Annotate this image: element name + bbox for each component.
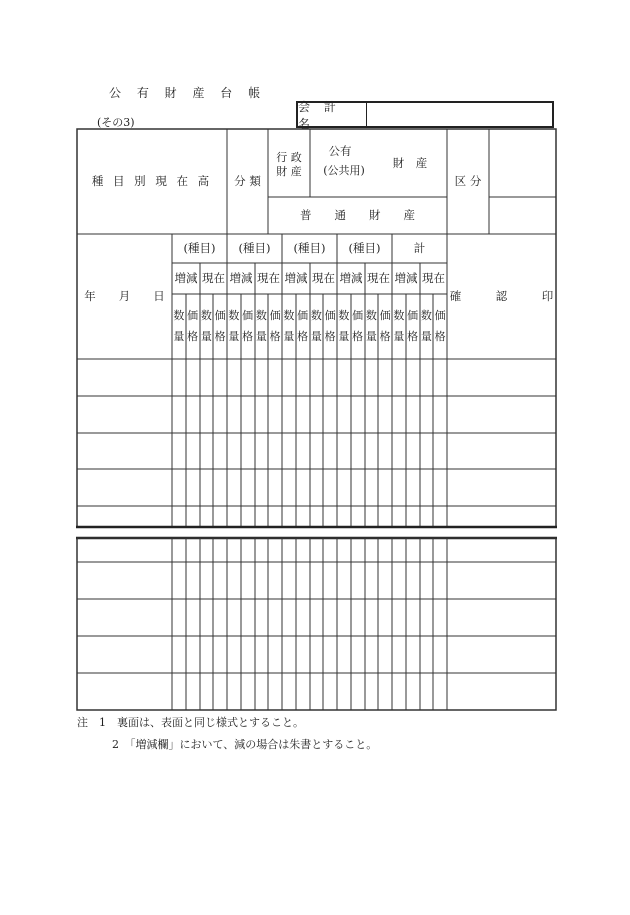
note-2: 2 「増減欄」において、減の場合は朱書とすること。	[112, 738, 378, 751]
qty-label-5-1: 数量	[393, 309, 405, 343]
classification-label: 分 類	[234, 174, 261, 189]
admin-property-label: 行 政 財 産	[276, 151, 302, 178]
price-label-5-4: 価格	[434, 309, 446, 343]
confirm-stamp-label: 確 認 印	[449, 289, 554, 304]
qty-label-3-1: 数量	[283, 309, 295, 343]
price-label-3-2: 価格	[297, 309, 309, 343]
current-label-1: 現在	[202, 271, 225, 286]
qty-label-3-3: 数量	[310, 309, 322, 343]
group-header-3: (種目)	[293, 241, 326, 256]
lower-table-frame	[77, 538, 556, 710]
property-label: 財 産	[392, 155, 428, 170]
change-label-2: 増減	[229, 271, 253, 286]
qty-label-4-1: 数量	[338, 309, 350, 343]
account-name-label: 会 計 名	[298, 99, 341, 131]
qty-label-2-1: 数量	[228, 309, 240, 343]
qty-label-4-3: 数量	[365, 309, 377, 343]
price-label-2-4: 価格	[269, 309, 281, 343]
current-label-3: 現在	[312, 271, 335, 286]
current-label-2: 現在	[257, 271, 280, 286]
price-label-5-2: 価格	[407, 309, 419, 343]
ledger-title: 公 有 財 産 台 帳	[109, 86, 267, 100]
group-header-5: 計	[413, 241, 426, 256]
group-header-4: (種目)	[348, 241, 381, 256]
date-label: 年 月 日	[84, 289, 165, 304]
qty-label-2-3: 数量	[255, 309, 267, 343]
current-label-5: 現在	[422, 271, 445, 286]
current-by-type-label: 種 目 別 現 在 高	[91, 174, 213, 189]
change-label-4: 増減	[339, 271, 363, 286]
change-label-3: 増減	[284, 271, 308, 286]
price-label-2-2: 価格	[242, 309, 254, 343]
price-label-4-4: 価格	[379, 309, 391, 343]
price-label-1-4: 価格	[214, 309, 226, 343]
qty-label-1-3: 数量	[200, 309, 212, 343]
public-label: 公有	[328, 143, 352, 158]
category-label: 区 分	[454, 174, 482, 189]
qty-label-1-1: 数量	[173, 309, 185, 343]
price-label-3-4: 価格	[324, 309, 336, 343]
ledger-subtitle: (その3)	[97, 116, 135, 129]
price-label-1-2: 価格	[187, 309, 199, 343]
note-1: 注 1 裏面は、表面と同じ様式とすること。	[77, 716, 304, 729]
public-use-label: (公共用)	[323, 164, 365, 178]
price-label-4-2: 価格	[352, 309, 364, 343]
ordinary-property-label: 普 通 財 産	[300, 208, 415, 223]
current-label-4: 現在	[367, 271, 390, 286]
change-label-1: 増減	[174, 271, 198, 286]
qty-label-5-3: 数量	[420, 309, 432, 343]
group-header-2: (種目)	[238, 241, 271, 256]
change-label-5: 増減	[394, 271, 418, 286]
group-header-1: (種目)	[183, 241, 216, 256]
